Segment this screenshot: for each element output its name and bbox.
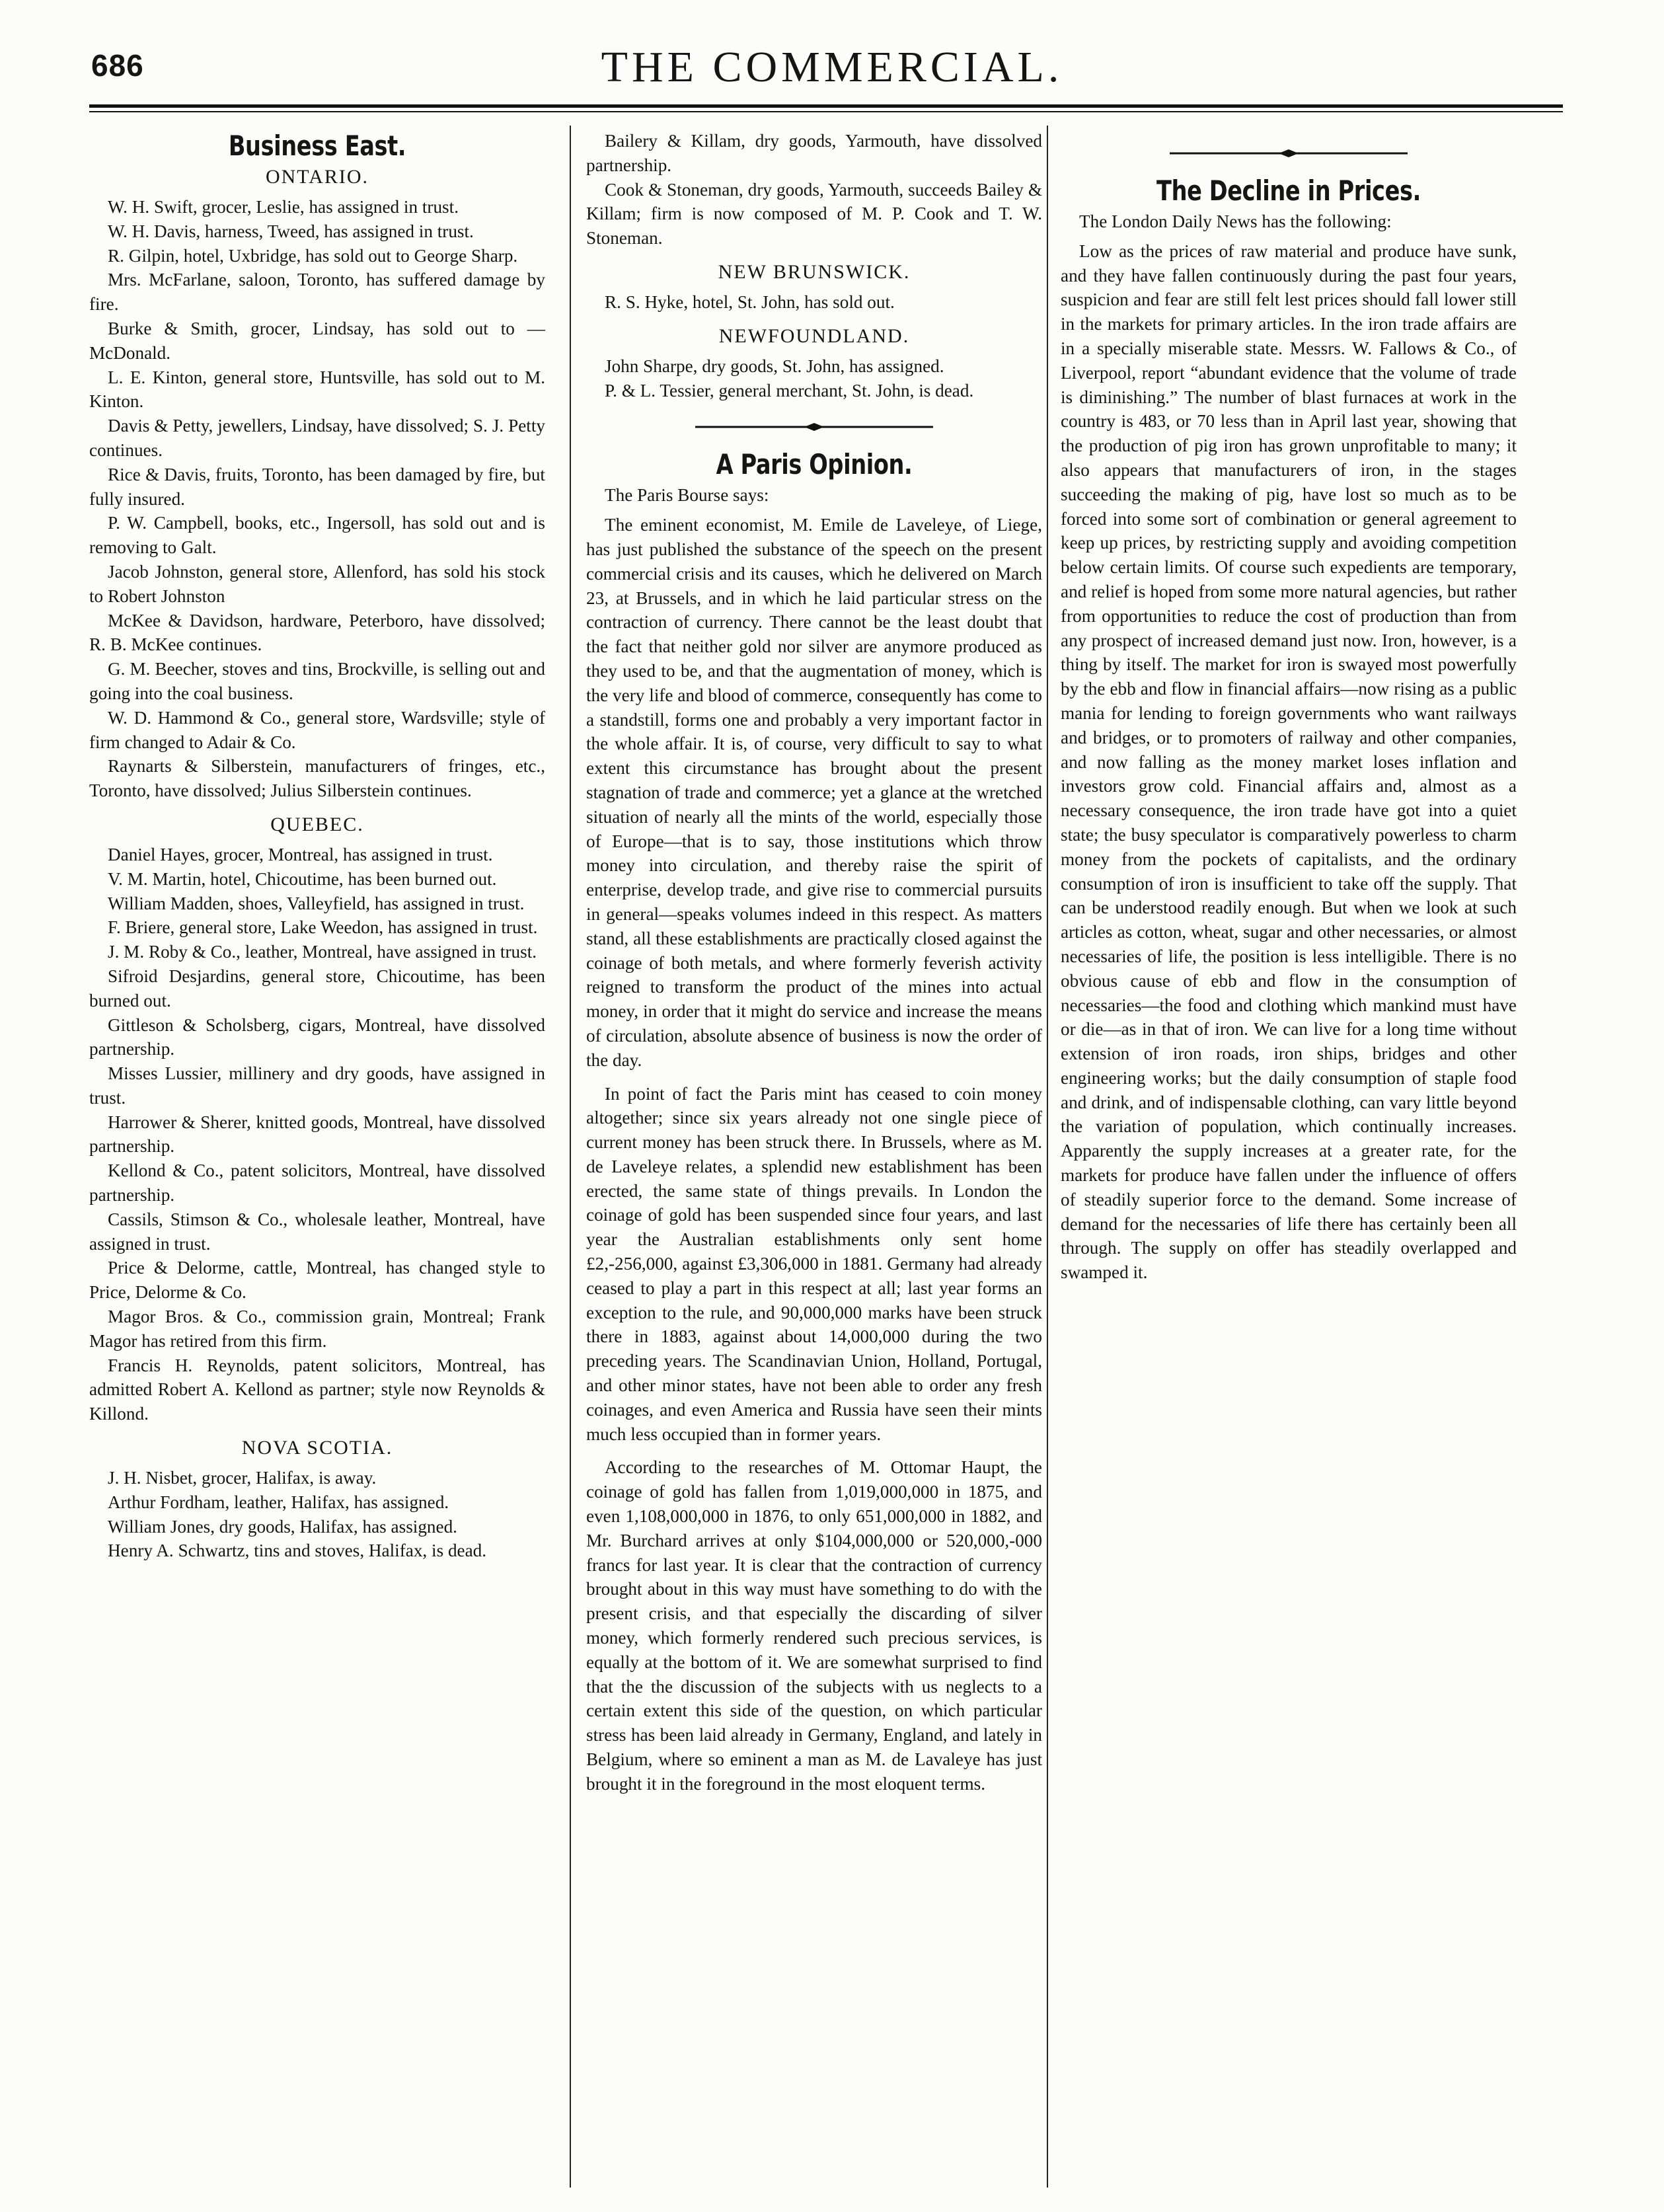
paris-opinion-title: A Paris Opinion. <box>716 448 913 481</box>
column-3 <box>1061 129 1517 1294</box>
business-entry: W. H. Swift, grocer, Leslie, has assigned in trust. <box>108 197 459 217</box>
business-entry: Mrs. McFarlane, saloon, Toronto, has suffered damage by fire. <box>89 270 545 315</box>
column-divider-1 <box>570 126 571 2188</box>
decline-in-prices-title: The Decline in Prices. <box>1156 174 1421 207</box>
business-entry: Sifroid Desjardins, general store, Chicoutime, has been burned out. <box>89 966 545 1011</box>
section-heading-new-brunswick: NEW BRUNSWICK. <box>718 260 911 283</box>
business-entry: Cassils, Stimson & Co., wholesale leather, Montreal, have assigned in trust. <box>89 1209 545 1254</box>
business-entry: McKee & Davidson, hardware, Peterboro, have dissolved; R. B. McKee continues. <box>89 610 545 655</box>
article-paragraph: According to the researches of M. Ottomar Haupt, the coinage of gold has fallen from 1,019,000,000 in 1875, and even 1,108,000,000 in 1876, to only 651,000,000 in 1882, and Mr. Burchard arrives at only $104,000,000 or 520,000,-000 francs for last year. It is clear that the contraction of currency brought about in this way must have something to do with the present crisis, and that especially the discarding of silver money, which formerly rendered such precious services, is equally at the bottom of it. We are somewhat surprised to find that the the discussion of the subjects with us neglects to a certain extent this side of the question, on which particular stress has been laid already in Germany, England, and lately in Belgium, where so eminent a man as M. de Lavaleye has just brought it in the foreground in the most eloquent terms. <box>586 1457 1042 1794</box>
column-2 <box>586 129 1042 1806</box>
business-entry: W. D. Hammond & Co., general store, Wardsville; style of firm changed to Adair & Co. <box>89 707 545 752</box>
business-entry: Misses Lussier, millinery and dry goods, have assigned in trust. <box>89 1063 545 1108</box>
section-heading-quebec: QUEBEC. <box>270 813 364 835</box>
business-entry: Rice & Davis, fruits, Toronto, has been damaged by fire, but fully insured. <box>89 464 545 509</box>
quebec-entries <box>89 843 545 1426</box>
new-brunswick-entries <box>586 290 1042 315</box>
decline-in-prices-body <box>1061 239 1517 1285</box>
business-entry: P. W. Campbell, books, etc., Ingersoll, has sold out and is removing to Galt. <box>89 513 545 558</box>
business-entry: Gittleson & Scholsberg, cigars, Montreal, have dissolved partnership. <box>89 1014 545 1059</box>
business-entry: G. M. Beecher, stoves and tins, Brockville, is selling out and going into the coal business. <box>89 659 545 703</box>
business-entry: W. H. Davis, harness, Tweed, has assigned in trust. <box>108 221 474 241</box>
business-entry: Magor Bros. & Co., commission grain, Montreal; Frank Magor has retired from this firm. <box>89 1307 545 1351</box>
business-entry: R. S. Hyke, hotel, St. John, has sold out. <box>605 291 895 312</box>
header-rule-thick <box>89 104 1563 108</box>
column-1 <box>89 129 545 1563</box>
business-entry: William Madden, shoes, Valleyfield, has assigned in trust. <box>108 893 525 913</box>
business-entry: L. E. Kinton, general store, Huntsville, has sold out to M. Kinton. <box>89 367 545 412</box>
paris-opinion-body <box>586 513 1042 1796</box>
business-entry: Arthur Fordham, leather, Halifax, has assigned. <box>108 1492 449 1512</box>
column-divider-2 <box>1047 126 1048 2188</box>
business-entry: William Jones, dry goods, Halifax, has assigned. <box>108 1516 457 1537</box>
business-entry: Henry A. Schwartz, tins and stoves, Halifax, is dead. <box>108 1541 487 1561</box>
business-entry: J. H. Nisbet, grocer, Halifax, is away. <box>108 1468 377 1488</box>
business-entry: Daniel Hayes, grocer, Montreal, has assigned in trust. <box>108 844 493 864</box>
business-entry: John Sharpe, dry goods, St. John, has assigned. <box>605 356 944 376</box>
business-entry: Francis H. Reynolds, patent solicitors, Montreal, has admitted Robert A. Kellond as partner; style now Reynolds & Killond. <box>89 1355 545 1424</box>
business-entry: Cook & Stoneman, dry goods, Yarmouth, succeeds Bailey & Killam; firm is now composed of M. P. Cook and T. W. Stoneman. <box>586 179 1042 248</box>
rule-ornament-icon <box>1170 146 1408 161</box>
rule-ornament-icon <box>695 420 933 434</box>
section-heading-nova-scotia: NOVA SCOTIA. <box>241 1437 393 1459</box>
section-heading-newfoundland: NEWFOUNDLAND. <box>718 324 910 347</box>
decline-in-prices-intro: The London Daily News has the following: <box>1079 211 1392 231</box>
business-entry: V. M. Martin, hotel, Chicoutime, has been burned out. <box>108 868 497 889</box>
business-entry: Jacob Johnston, general store, Allenford, has sold his stock to Robert Johnston <box>89 561 545 606</box>
business-entry: Bailery & Killam, dry goods, Yarmouth, have dissolved partnership. <box>586 131 1042 175</box>
business-entry: J. M. Roby & Co., leather, Montreal, have assigned in trust. <box>108 942 537 962</box>
business-east-title: Business East. <box>228 130 406 162</box>
business-entry: Raynarts & Silberstein, manufacturers of fringes, etc., Toronto, have dissolved; Julius Silberstein continues. <box>89 756 545 801</box>
business-entry: F. Briere, general store, Lake Weedon, has assigned in trust. <box>108 917 538 938</box>
article-paragraph: Low as the prices of raw material and produce have sunk, and they have fallen continuously during the past four years, suspicion and fear are still felt lest prices should fall lower still in the markets for primary articles. In the iron trade affairs are in a specially miserable state. Messrs. W. Fallows & Co., of Liverpool, report “abundant evidence that the volume of trade is diminishing.” The number of blast furnaces at work in the country is 483, or 70 less than in April last year, showing that the production of pig iron has grown unprofitable to many; it also appears that manufacturers of iron, in the stages succeeding the making of pig, have lost so much as to be forced into some sort of combination or general agreement to keep up prices, by restricting supply and avoiding competition below certain limits. Of course such expedients are temporary, and relief is hoped from some more natural agencies, but rather from opportunities to reduce the cost of production than from any prospect of increased demand just now. Iron, however, is a thing by itself. The market for iron is swayed most powerfully by the ebb and flow in financial affairs—now rising as a public mania for lending to foreign governments who want railways and bridges, or to promoters of railway and other companies, and now falling as the money market loses inflation and investors grow cold. Financial affairs and, almost as a necessary consequence, the iron trade have got into a quiet state; the busy speculator is comparatively powerless to charm money from the pockets of capitalists, and the ordinary consumption of iron is insufficient to take off the supply. That can be understood readily enough. But when we look at such articles as cotton, wheat, sugar and other necessaries, or almost necessaries of life, the position is less intelligible. There is no obvious cause of ebb and flow in the consumption of necessaries—the food and clothing which mankind must have or die—as in that of iron. We can live for a long time without extension of iron roads, iron ships, bridges and other engineering works; but the daily consumption of staple food and drink, and of indispensable clothing, can vary little beyond the variation of population, which continually increases. Apparently the supply increases at a greater rate, for the markets for produce have fallen under the influence of offers of steadily superior force to the demand. Some increase of demand for the necessaries of life there has certainly been all through. The supply on offer has steadily overlapped and swamped it. <box>1061 241 1517 1283</box>
article-paragraph: In point of fact the Paris mint has ceased to coin money altogether; since six years already not one single piece of current money has been struck there. In Brussels, where as M. de Laveleye relates, a splendid new establishment has been erected, the same state of things prevails. In London the coinage of gold has been suspended since four years, and last year the Australian establishments only sent home £2,-256,000, against £3,306,000 in 1881. Germany had already ceased to play a part in this respect at all; last year forms an exception to the rule, and 90,000,000 marks have been struck there in 1883, against about 14,000,000 during the two preceding years. The Scandinavian Union, Holland, Portugal, and other minor states, have not been able to order any fresh coinages, and even America and Russia have seen their mints much less occupied than in former years. <box>586 1083 1042 1444</box>
article-paragraph: The eminent economist, M. Emile de Laveleye, of Liege, has just published the substance of the speech on the present commercial crisis and its causes, which he delivered on March 23, at Brussels, and in which he laid particular stress on the contraction of currency. There cannot be the least doubt that the fact that neither gold nor silver are anymore produced as they used to be, and that the augmentation of money, which is the very life and blood of commerce, consequently has come to a standstill, forms one and probably a very important factor in the whole affair. It is, of course, very difficult to say to what extent this circumstance has brought about the present stagnation of trade and commerce; yet a glance at the wretched situation of nearly all the mints of the world, especially those of Europe—that is to say, those institutions which throw money into circulation, and thereby raise the spirit of enterprise, develop trade, and give rise to commercial pursuits in general—speaks volumes indeed in this respect. As matters stand, all these establishments are practically closed against the coinage of both metals, and where formerly feverish activity reigned to transform the product of the mines into actual money, in order that it might do service and increase the means of circulation, absolute absence of business is now the order of the day. <box>586 515 1042 1070</box>
masthead: THE COMMERCIAL. <box>601 43 1063 91</box>
business-entry: Kellond & Co., patent solicitors, Montreal, have dissolved partnership. <box>89 1161 545 1205</box>
business-entry: R. Gilpin, hotel, Uxbridge, has sold out to George Sharp. <box>108 245 518 266</box>
business-entry: Price & Delorme, cattle, Montreal, has changed style to Price, Delorme & Co. <box>89 1258 545 1303</box>
business-entry: P. & L. Tessier, general merchant, St. John, is dead. <box>605 380 974 400</box>
page-number: 686 <box>91 48 144 83</box>
nova-scotia-entries <box>89 1466 545 1563</box>
business-entry: Burke & Smith, grocer, Lindsay, has sold out to — McDonald. <box>89 318 545 363</box>
header-rule-thin <box>89 111 1563 112</box>
paris-opinion-intro: The Paris Bourse says: <box>605 485 769 506</box>
ontario-entries <box>89 195 545 803</box>
newfoundland-entries <box>586 354 1042 403</box>
nova-scotia-entries-continued <box>586 129 1042 250</box>
section-heading-ontario: ONTARIO. <box>265 166 369 188</box>
business-entry: Davis & Petty, jewellers, Lindsay, have dissolved; S. J. Petty continues. <box>89 416 545 460</box>
business-entry: Harrower & Sherer, knitted goods, Montreal, have dissolved partnership. <box>89 1112 545 1157</box>
